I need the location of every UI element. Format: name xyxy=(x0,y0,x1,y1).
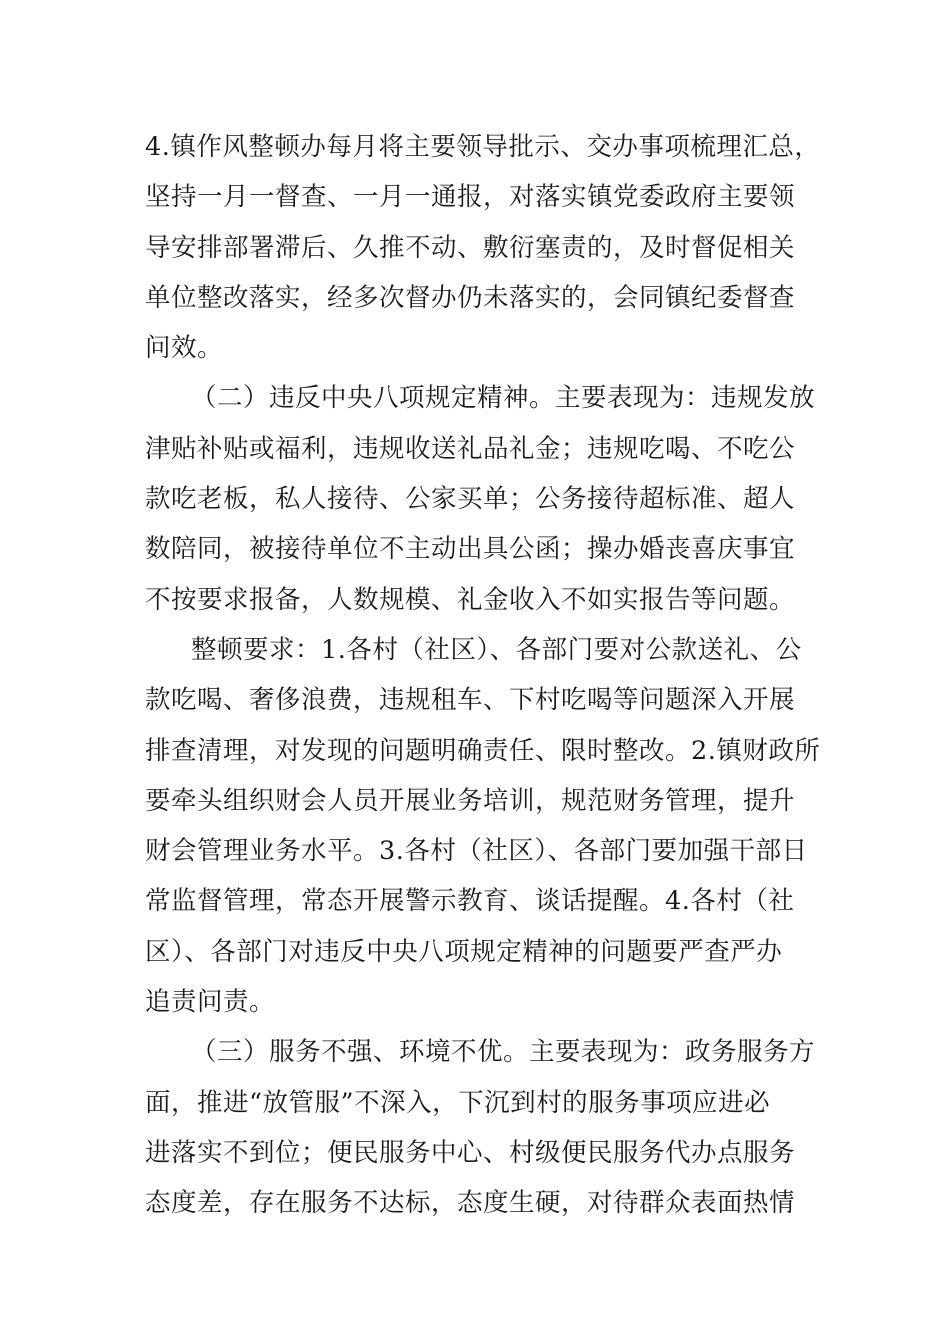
text-line: 追责问责。 xyxy=(145,987,276,1018)
document-body xyxy=(145,122,821,1229)
text-line: 津贴补贴或福利，违规收送礼品礼金；违规吃喝、不吃公 xyxy=(145,433,796,464)
text-line: 不按要求报备，人数规模、礼金收入不如实报告等问题。 xyxy=(145,584,796,615)
text-line: 态度差，存在服务不达标，态度生硬，对待群众表面热情 xyxy=(145,1188,796,1219)
text-line: 面，推进“放管服”不深入，下沉到村的服务事项应进必 xyxy=(145,1087,771,1118)
text-line: 4.镇作风整顿办每月将主要领导批示、交办事项梳理汇总， xyxy=(145,132,821,162)
section-heading-line: （二）违反中央八项规定精神。主要表现为：违规发放 xyxy=(191,383,816,414)
text-line: 问效。 xyxy=(145,333,224,364)
text-line: 款吃喝、奢侈浪费，违规租车、下村吃喝等问题深入开展 xyxy=(145,685,796,716)
paragraph-start-line: 整顿要求：1.各村（社区）、各部门要对公款送礼、公 xyxy=(191,634,802,665)
section-heading-line: （三）服务不强、环境不优。主要表现为：政务服务方 xyxy=(191,1037,816,1068)
text-line: 进落实不到位；便民服务中心、村级便民服务代办点服务 xyxy=(145,1137,796,1168)
text-line: 坚持一月一督查、一月一通报，对落实镇党委政府主要领 xyxy=(145,182,796,213)
text-line: 区）、各部门对违反中央八项规定精神的问题要严查严办 xyxy=(145,936,783,967)
text-line: 常监督管理，常态开展警示教育、谈话提醒。4.各村（社 xyxy=(145,886,795,917)
text-line: 单位整改落实，经多次督办仍未落实的，会同镇纪委督查 xyxy=(145,282,796,313)
text-line: 排查清理，对发现的问题明确责任、限时整改。2.镇财政所 xyxy=(145,735,821,766)
text-line: 财会管理业务水平。3.各村（社区）、各部门要加强干部日 xyxy=(145,836,808,867)
text-line: 数陪同，被接待单位不主动出具公函；操办婚丧喜庆事宜 xyxy=(145,534,796,565)
text-line: 要牵头组织财会人员开展业务培训，规范财务管理，提升 xyxy=(145,785,796,816)
text-line: 导安排部署滞后、久推不动、敷衍塞责的，及时督促相关 xyxy=(145,232,796,263)
text-line: 款吃老板，私人接待、公家买单；公务接待超标准、超人 xyxy=(145,484,796,515)
